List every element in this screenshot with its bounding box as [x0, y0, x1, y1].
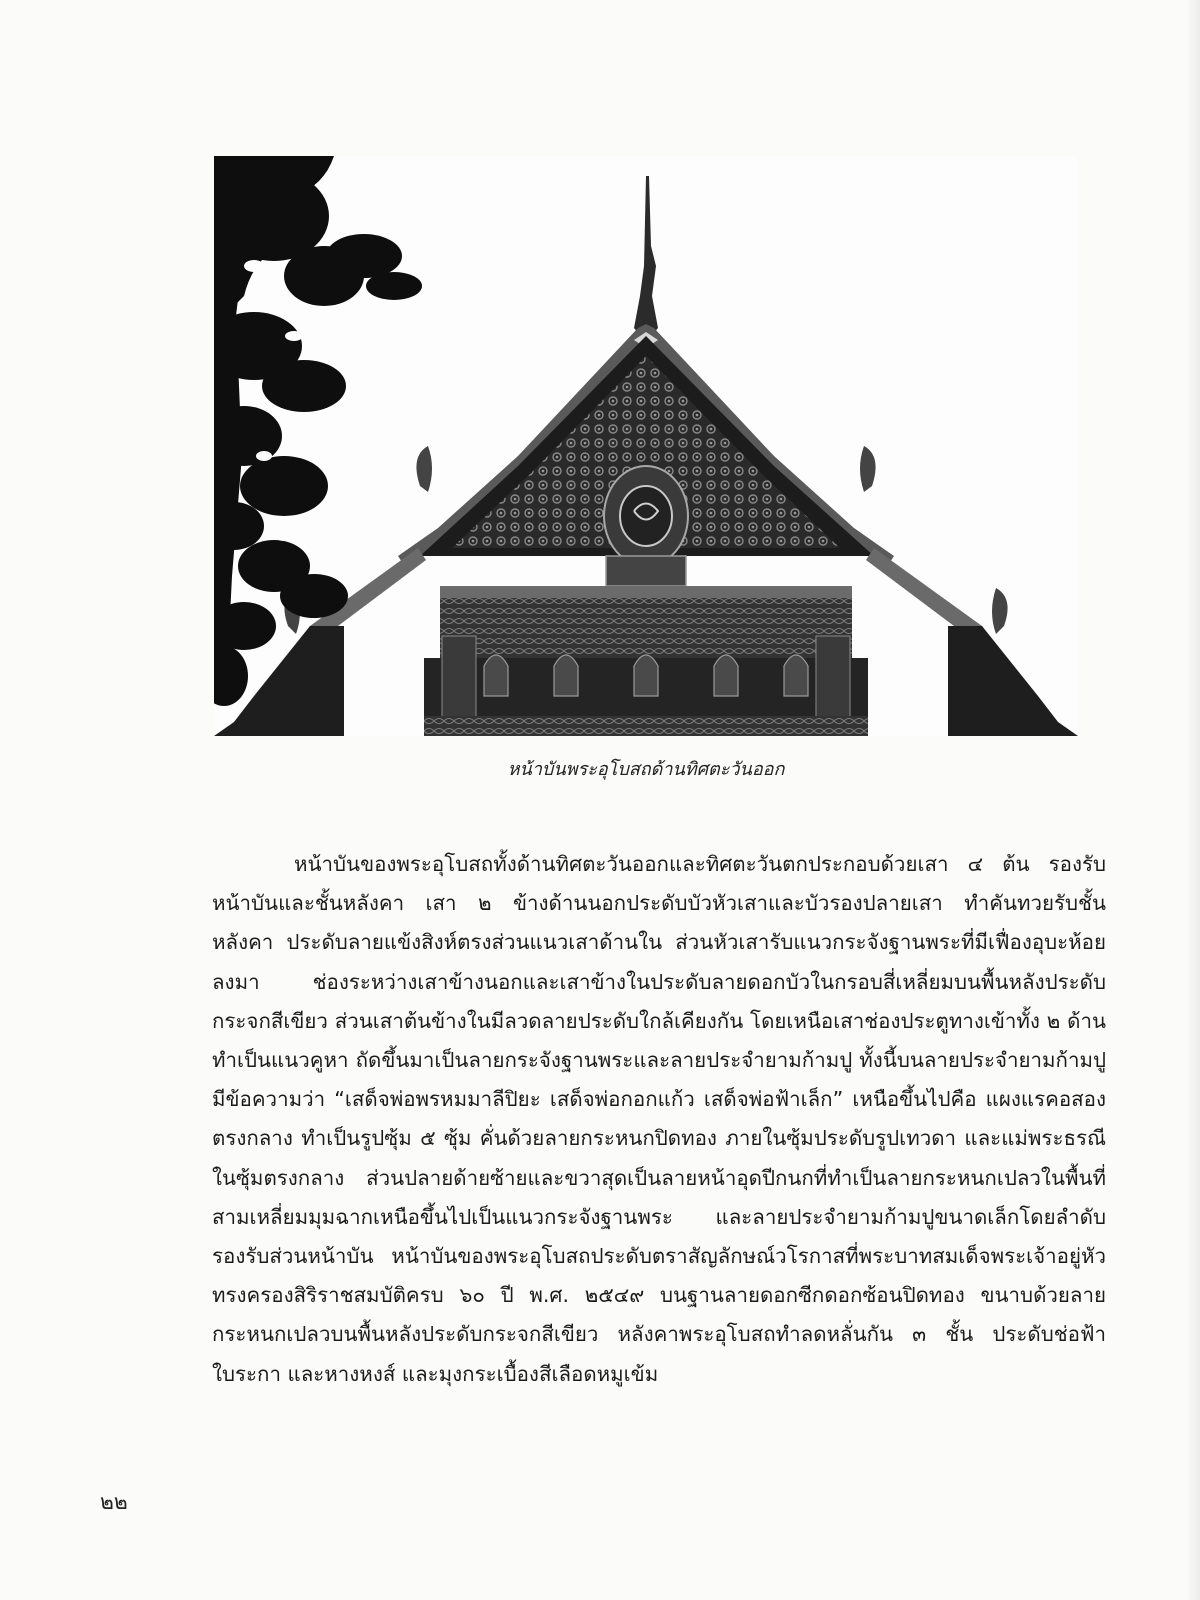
body-text [212, 845, 1106, 1394]
page-edge-shadow [1186, 0, 1200, 1600]
temple-gable-photo [214, 156, 1078, 736]
page-number: ๒๒ [100, 1490, 128, 1514]
gable-illustration-icon [214, 156, 1078, 736]
body-paragraph: หน้าบันของพระอุโบสถทั้งด้านทิศตะวันออกและทิศตะวันตกประกอบด้วยเสา ๔ ต้น รองรับหน้าบันและชั้นหลังคา เสา ๒ ข้างด้านนอกประดับบัวหัวเสาและบัวรองปลายเสา ทำคันทวยรับชั้นหลังคา ประดับลายแข้งสิงห์ตรงส่วนแนวเสาด้านใน ส่วนหัวเสารับแนวกระจังฐานพระที่มีเฟื่องอุบะห้อยลงมา ช่องระหว่างเสาข้างนอกและเสาข้างในประดับลายดอกบัวในกรอบสี่เหลี่ยมบนพื้นหลังประดับกระจกสีเขียว ส่วนเสาต้นข้างในมีลวดลายประดับใกล้เคียงกัน โดยเหนือเสาช่องประตูทางเข้าทั้ง ๒ ด้านทำเป็นแนวคูหา ถัดขึ้นมาเป็นลายกระจังฐานพระและลายประจำยามก้ามปู ทั้งนี้บนลายประจำยามก้ามปูมีข้อความว่า “เสด็จพ่อพรหมมาลีปิยะ เสด็จพ่อกอกแก้ว เสด็จพ่อฟ้าเล็ก” เหนือขึ้นไปคือ แผงแรคอสองตรงกลาง ทำเป็นรูปซุ้ม ๕ ซุ้ม คั่นด้วยลายกระหนกปิดทอง ภายในซุ้มประดับรูปเทวดา และแม่พระธรณีในซุ้มตรงกลาง ส่วนปลายด้ายซ้ายและขวาสุดเป็นลายหน้าอุดปีกนกที่ทำเป็นลายกระหนกเปลวในพื้นที่สามเหลี่ยมมุมฉากเหนือขึ้นไปเป็นแนวกระจังฐานพระ และลายประจำยามก้ามปูขนาดเล็กโดยลำดับรองรับส่วนหน้าบัน หน้าบันของพระอุโบสถประดับตราสัญลักษณ์วโรกาสที่พระบาทสมเด็จพระเจ้าอยู่หัวทรงครองสิริราชสมบัติครบ ๖๐ ปี พ.ศ. ๒๕๔๙ บนฐานลายดอกซีกดอกซ้อนปิดทอง ขนาบด้วยลายกระหนกเปลวบนพื้นหลังประดับกระจกสีเขียว หลังคาพระอุโบสถทำลดหลั่นกัน ๓ ชั้น ประดับช่อฟ้า ใบระกา และหางหงส์ และมุงกระเบื้องสีเลือดหมูเข้ม [212, 852, 1106, 1386]
photo-caption: หน้าบันพระอุโบสถด้านทิศตะวันออก [507, 759, 785, 780]
